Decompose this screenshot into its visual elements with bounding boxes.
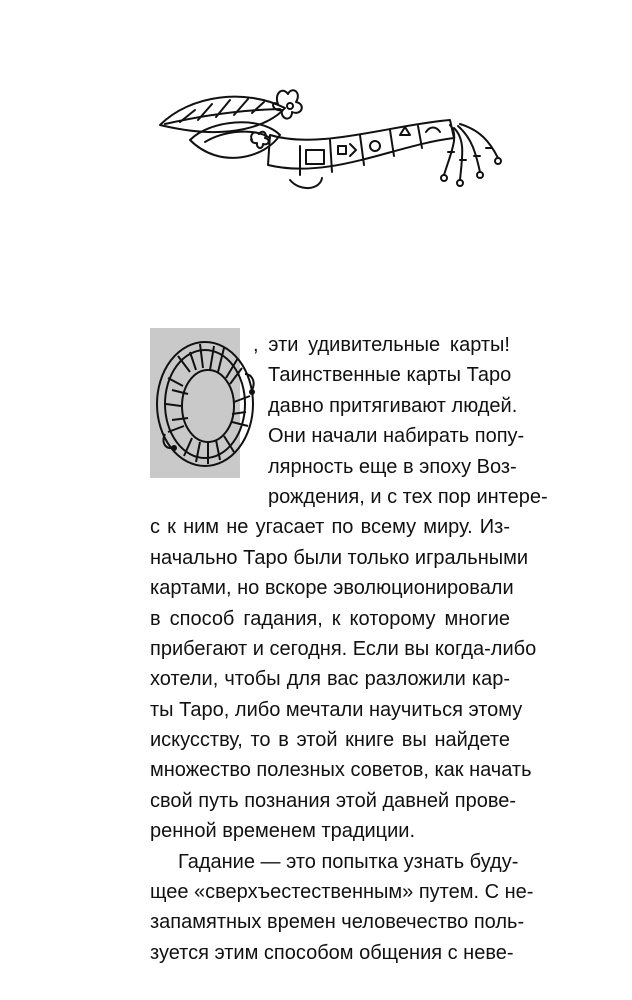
text-line: искусству, то в этой книге вы найдете xyxy=(150,729,510,752)
text-line: множество полезных советов, как начать xyxy=(150,759,532,782)
text-line: Гадание — это попытка узнать буду- xyxy=(178,850,519,873)
text-line: картами, но вскоре эволюционировали xyxy=(150,577,514,600)
text-line: Они начали набирать попу- xyxy=(268,425,525,448)
text-line: в способ гадания, к которому многие xyxy=(150,607,510,630)
feather-ornament-icon xyxy=(150,80,510,200)
text-line: давно притягивают людей. xyxy=(268,394,518,417)
text-line: хотели, чтобы для вас разложили кар- xyxy=(150,668,510,691)
text-line: Таинственные карты Таро xyxy=(268,364,512,387)
text-line: лярность еще в эпоху Воз- xyxy=(268,455,517,478)
text-line: свой путь познания этой давней прове- xyxy=(150,789,517,812)
text-line: с к ним не угасает по всему миру. Из- xyxy=(150,516,510,539)
text-line: щее «сверхъестественным» путем. С не- xyxy=(150,881,534,904)
text-line: ренной временем традиции. xyxy=(150,820,416,843)
text-line: прибегают и сегодня. Если вы когда-либо xyxy=(150,637,537,660)
text-line: рождения, и с тех пор интере- xyxy=(268,485,548,508)
text-line: ты Таро, либо мечтали научиться этому xyxy=(150,698,523,721)
text-line: , эти удивительные карты! xyxy=(253,334,510,356)
body-text xyxy=(150,330,548,968)
text-line: зуется этим способом общения с неве- xyxy=(150,941,514,964)
text-line: начально Таро были только игральными xyxy=(150,546,529,569)
text-line: запамятных времен человечество поль- xyxy=(150,911,525,934)
